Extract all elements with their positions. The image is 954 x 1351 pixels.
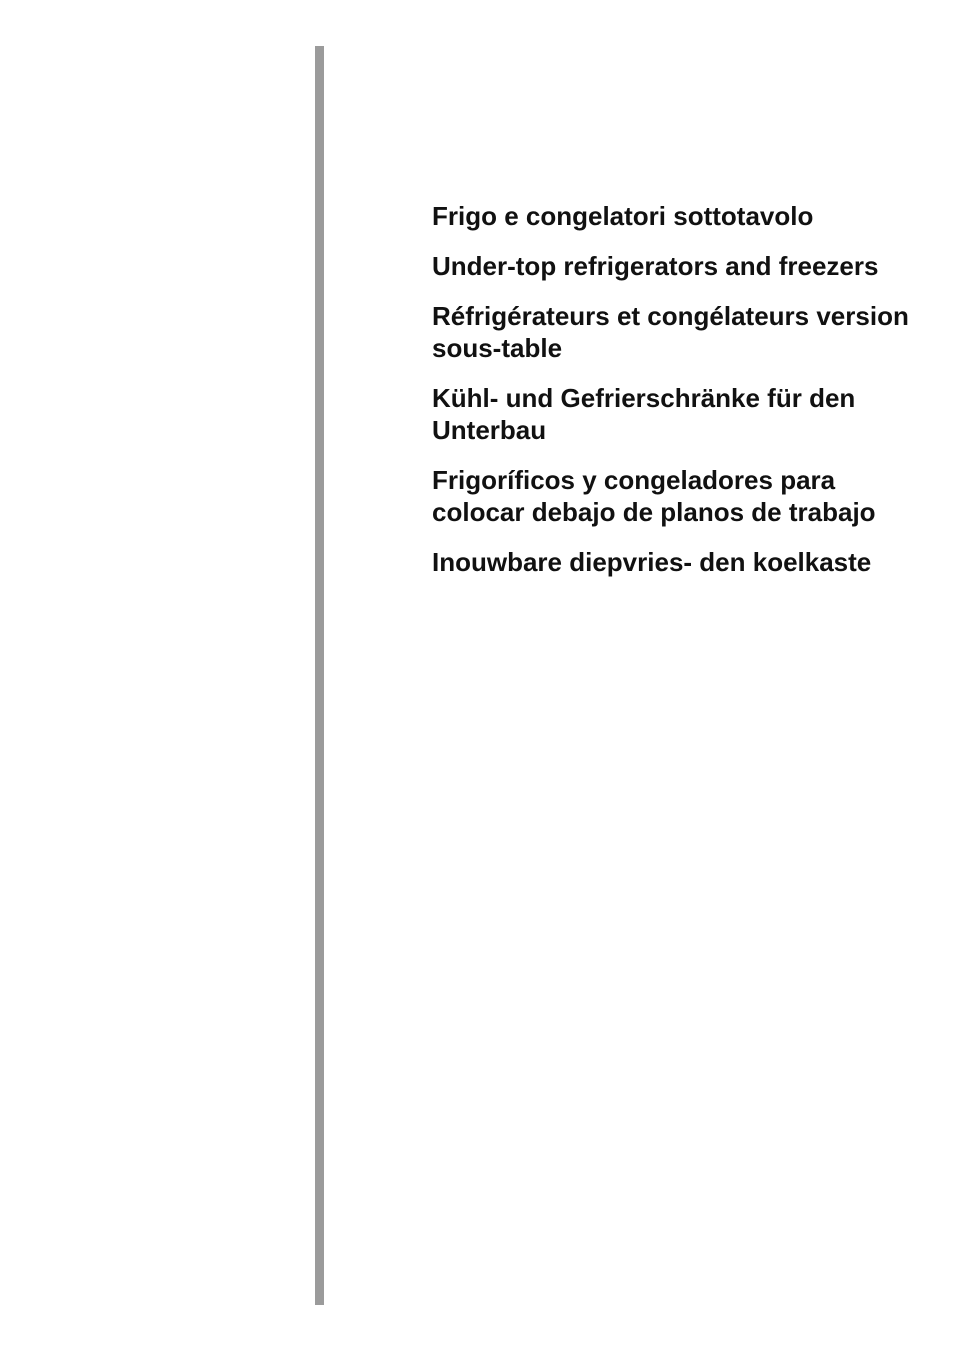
title-dutch: Inouwbare diepvries- den koelkaste — [432, 547, 872, 577]
title-german: Kühl- und Gefrierschränke für den Unterbau — [432, 383, 856, 445]
title-french: Réfrigérateurs et congélateurs version sous-table — [432, 301, 909, 363]
title-english: Under-top refrigerators and freezers — [432, 251, 879, 281]
title-italian: Frigo e congelatori sottotavolo — [432, 201, 814, 231]
title-spanish: Frigoríficos y congeladores para colocar debajo de planos de trabajo — [432, 465, 876, 527]
multilingual-title-list — [432, 200, 932, 596]
vertical-margin-rule — [315, 46, 324, 1305]
